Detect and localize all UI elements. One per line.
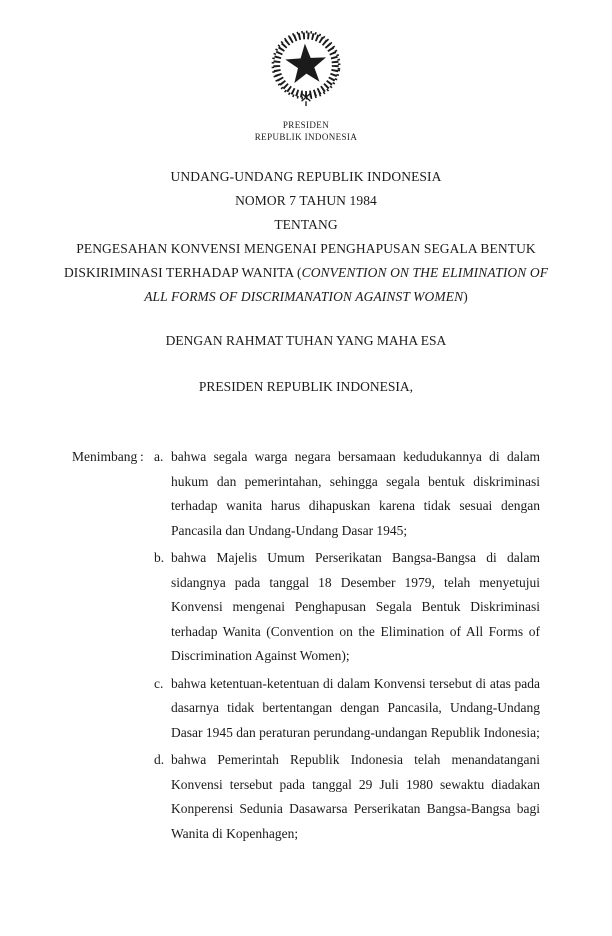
- item-d-marker: d.: [154, 752, 165, 767]
- salutation-line: PRESIDEN REPUBLIK INDONESIA,: [198, 379, 414, 394]
- title-line-5-roman: DISKIRIMINASI TERHADAP WANITA (: [63, 265, 302, 280]
- title-line-1: UNDANG-UNDANG REPUBLIK INDONESIA: [170, 169, 442, 184]
- item-d-text: bahwa Pemerintah Republik Indonesia telah menandatangani Konvensi tersebut pada tanggal 29 Juli 1980 sewaktu diadakan Konperensi Sedunia Dasawarsa Perserikatan Bangsa-Bangsa bagi Wanita di Kopenhagen;: [171, 752, 540, 841]
- title-line-5: [0, 261, 612, 285]
- considering-item-b: [154, 546, 540, 669]
- letterhead: [0, 0, 612, 143]
- considering-item-c: [154, 672, 540, 746]
- considering-item-a: [154, 445, 540, 543]
- presidential-star-wreath-emblem-icon: [267, 28, 345, 108]
- title-line-2: NOMOR 7 TAHUN 1984: [235, 193, 377, 208]
- considering-item-d: [154, 748, 540, 846]
- title-line-3: TENTANG: [274, 217, 338, 232]
- title-line-6-italic: ALL FORMS OF DISCRIMANATION AGAINST WOMEN: [144, 289, 464, 304]
- item-b-marker: b.: [154, 550, 165, 565]
- title-line-4: PENGESAHAN KONVENSI MENGENAI PENGHAPUSAN SEGALA BENTUK: [76, 241, 536, 256]
- item-b-text: bahwa Majelis Umum Perserikatan Bangsa-Bangsa di dalam sidangnya pada tanggal 18 Desember 1979, telah menyetujui Konvensi mengenai Penghapusan Segala Bentuk Diskriminasi terhadap Wanita (Convention on the Elimination of All Forms of Discrimination Against Women);: [171, 550, 540, 663]
- title-line-6: [0, 285, 612, 309]
- letterhead-text: [0, 119, 612, 143]
- considering-label: Menimbang: [72, 449, 138, 464]
- item-a-text: bahwa segala warga negara bersamaan kedudukannya di dalam hukum dan pemerintahan, sehingga segala bentuk diskriminasi terhadap wanita harus dihapuskan karena tidak sesuai dengan Pancasila dan Undang-Undang Dasar 1945;: [171, 449, 540, 538]
- considering-section: [72, 445, 540, 849]
- title-line-6-roman: ): [463, 289, 468, 304]
- considering-items: [154, 445, 540, 849]
- considering-separator: :: [140, 449, 144, 464]
- item-a-marker: a.: [154, 449, 164, 464]
- title-line-5-italic: CONVENTION ON THE ELIMINATION OF: [301, 265, 549, 280]
- letterhead-line-republik: REPUBLIK INDONESIA: [254, 132, 358, 142]
- invocation-line: DENGAN RAHMAT TUHAN YANG MAHA ESA: [165, 333, 447, 348]
- letterhead-line-presiden: PRESIDEN: [282, 120, 330, 130]
- item-c-text: bahwa ketentuan-ketentuan di dalam Konvensi tersebut di atas pada dasarnya tidak bertentangan dengan Pancasila, Undang-Undang Dasar 1945 dan peraturan perundang-undangan Republik Indonesia;: [171, 675, 540, 740]
- law-title: [0, 165, 612, 309]
- item-c-marker: c.: [154, 675, 164, 691]
